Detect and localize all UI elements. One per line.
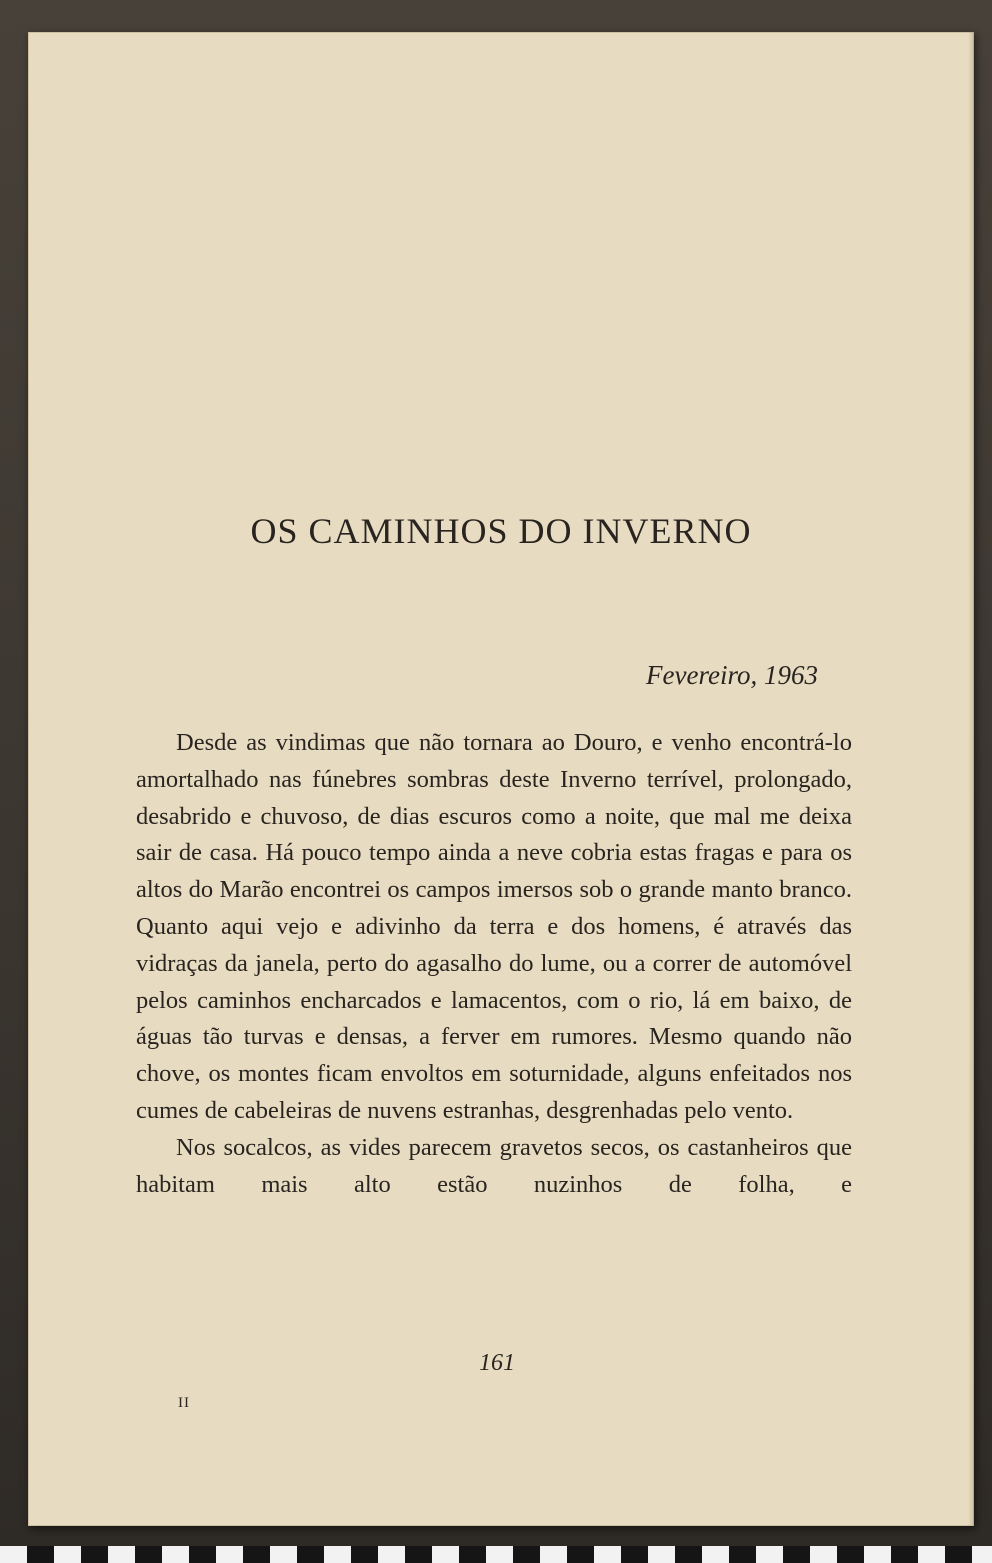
paragraph-2: Nos socalcos, as vides parecem gravetos secos, os castanheiros que habitam mais alto estão nuzinhos de folha, e	[136, 1133, 852, 1198]
body-text	[136, 725, 852, 1203]
paragraph-1: Desde as vindimas que não tornara ao Douro, e venho encontrá-lo amortalhado nas fúnebres sombras deste Inverno terrível, prolongado, desabrido e chuvoso, de dias escuros como a noite, que mal me deixa sair de casa. Há pouco tempo ainda a neve cobria estas fragas e para os altos do Marão encontrei os campos imersos sob o grande manto branco. Quanto aqui vejo e adivinho da terra e dos homens, é através das vidraças da janela, perto do agasalho do lume, ou a correr de automóvel pelos caminhos encharcados e lamacentos, com o rio, lá em baixo, de águas tão turvas e densas, a ferver em rumores. Mesmo quando não chove, os montes ficam envoltos em soturnidade, alguns enfeitados nos cumes de cabeleiras de nuvens estranhas, desgrenhadas pelo vento.	[136, 729, 852, 1124]
color-calibration-ruler	[0, 1546, 992, 1563]
page-number: 161	[479, 1350, 515, 1376]
chapter-title: OS CAMINHOS DO INVERNO	[250, 511, 752, 551]
book-page	[28, 32, 974, 1526]
dateline: Fevereiro, 1963	[646, 660, 818, 690]
signature-mark: II	[178, 1395, 190, 1411]
